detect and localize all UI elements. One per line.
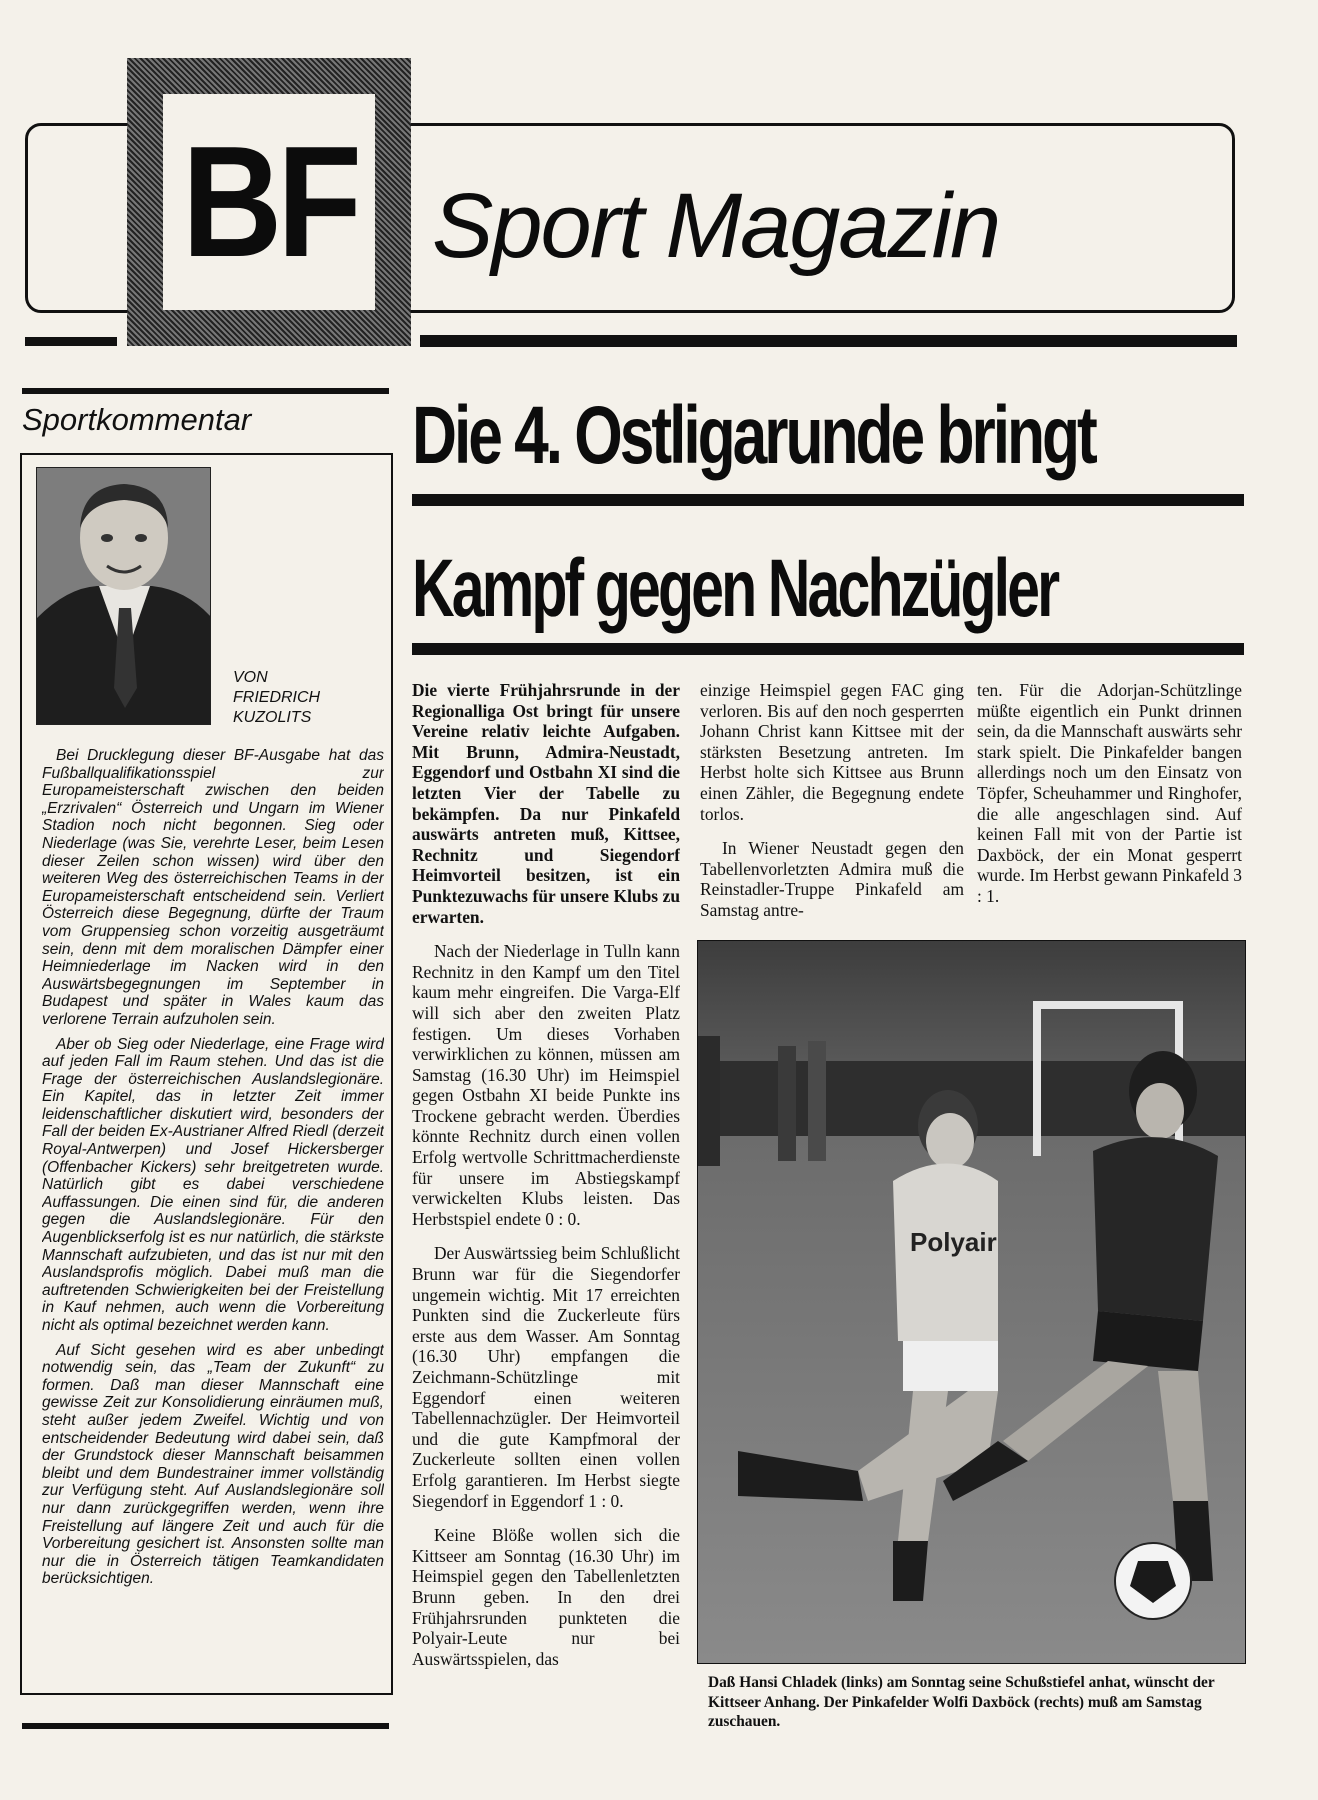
headline-line-1: Die 4. Ostligarunde bringt [412, 390, 1095, 481]
article-lead: Die vierte Frühjahrsrunde in der Regionalliga Ost bringt für unsere Vereine relativ leichte Aufgaben. Mit Brunn, Admira-Neustadt, Eggendorf und Ostbahn XI sind die letzten Vier der Tabelle zu bekämpfen. Da nur Pinkafeld auswärts antreten muß, Kittsee, Rechnitz und Siegendorf Heimvorteil besitzen, ist ein Punktezuwachs für unsere Klubs zu erwarten. [412, 680, 680, 927]
article-paragraph: In Wiener Neustadt gegen den Tabellenvorletzten Admira muß die Reinstadler-Truppe Pinkafeld am Samstag antre- [700, 838, 964, 920]
commentary-paragraph: Auf Sicht gesehen wird es aber unbedingt notwendig sein, das „Team der Zukunft“ zu formen. Daß man dieser Mannschaft eine gewisse Zeit zur Konsolidierung einräumen muß, steht außer jedem Zweifel. Wichtig und von entscheidender Bedeutung wird dabei sein, daß der Grundstock dieser Mannschaft beisammen bleibt und dem Bundestrainer immer vollständig zur Verfügung steht. Auf Auslandslegionäre soll nur dann zurückgegriffen werden, wenn ihre Freistellung auf längere Zeit und auch für die Vorbereitung gesichert ist. Ansonsten sollte man nur die in Österreich tätigen Teamkandidaten berücksichtigen. [42, 1341, 384, 1588]
jersey-text: Polyair [910, 1227, 997, 1257]
byline-lastname: KUZOLITS [233, 709, 312, 726]
author-portrait [36, 467, 211, 725]
bf-logo-inner [163, 94, 375, 310]
bf-logo-text: BF [181, 114, 357, 290]
bf-logo [127, 58, 411, 346]
bottom-rule-left [22, 1723, 389, 1729]
magazine-title: Sport Magazin [432, 175, 1000, 277]
commentary-text [42, 747, 384, 1687]
article-paragraph: Keine Blöße wollen sich die Kittseer am Sonntag (16.30 Uhr) im Heimspiel gegen den Tabellenletzten Brunn geben. In den drei Frühjahrsrunden punkteten die Polyair-Leute nur bei Auswärtsspielen, das [412, 1525, 680, 1669]
photo-caption: Daß Hansi Chladek (links) am Sonntag seine Schußstiefel anhat, wünscht der Kittseer Anhang. Der Pinkafelder Wolfi Daxböck (rechts) muß am Samstag zuschauen. [708, 1674, 1215, 1730]
article-paragraph: einzige Heimspiel gegen FAC ging verloren. Bis auf den noch gesperrten Johann Christ kann Kittsee mit der stärksten Besetzung antreten. Im Herbst holte sich Kittsee aus Brunn einen Zähler, die Begegnung endete torlos. [700, 680, 964, 824]
match-photo-image [698, 941, 1246, 1664]
article-column-3 [977, 680, 1242, 928]
masthead-rule-right [420, 335, 1237, 347]
byline-von: VON [233, 669, 268, 686]
section-label: Sportkommentar [22, 402, 252, 437]
portrait-image [37, 468, 211, 725]
section-rule [22, 388, 389, 394]
byline-firstname: FRIEDRICH [233, 689, 321, 706]
article-column-2 [700, 680, 964, 928]
article-paragraph: Nach der Niederlage in Tulln kann Rechnitz in den Kampf um den Titel kaum mehr eingreifen. Die Varga-Elf will sich aber den zweiten Platz festigen. Um dieses Vorhaben verwirklichen zu können, müssen am Samstag (16.30 Uhr) im Heimspiel gegen Ostbahn XI beide Punkte ins Trockene gebracht werden. Überdies könnte Rechnitz durch einen vollen Erfolg wertvolle Schrittmacherdienste für unsere im Abstiegskampf verwickelten Klubs leisten. Das Herbstspiel endete 0 : 0. [412, 941, 680, 1229]
byline [233, 668, 353, 728]
commentary-paragraph: Bei Drucklegung dieser BF-Ausgabe hat das Fußballqualifikationsspiel zur Europameisterschaft zwischen den beiden „Erzrivalen“ Österreich und Ungarn im Wiener Stadion noch nicht begonnen. Sieg oder Niederlage (was Sie, verehrte Leser, beim Lesen dieser Zeilen schon wissen) wird über den weiteren Weg des österreichischen Teams in der Europameisterschaft entscheidend sein. Verliert Österreich diese Begegnung, dürfte der Traum vom Gruppensieg schon vorzeitig ausgeträumt sein, denn mit dem moralischen Dämpfer einer Heimniederlage im Nacken wird in den Auswärtsbegegnungen im September in Budapest und später in Wales kaum das verlorene Terrain aufzuholen sein. [42, 747, 384, 1028]
article-paragraph: ten. Für die Adorjan-Schützlinge müßte eigentlich ein Punkt drinnen sein, da die Mannschaft auswärts sehr stark spielt. Die Pinkafelder bangen allerdings noch um den Einsatz von Töpfer, Scheuhammer und Ringhofer, die alle angeschlagen sind. Auf keinen Fall mit von der Partie ist Daxböck, der ein Monat gesperrt wurde. Im Herbst gewann Pinkafeld 3 : 1. [977, 680, 1242, 906]
headline-rule-2 [412, 643, 1244, 655]
match-photo [697, 940, 1246, 1664]
commentary-paragraph: Aber ob Sieg oder Niederlage, eine Frage wird auf jeden Fall im Raum stehen. Und das ist die Frage der österreichischen Auslandslegionäre. Ein Kapitel, das in letzter Zeit immer leidenschaftlicher diskutiert wird, besonders der Fall der beiden Ex-Austrianer Alfred Riedl (derzeit Royal-Antwerpen) und Josef Hickersberger (Offenbacher Kickers) sehr breitgetreten wurde. Natürlich gibt es dabei verschiedene Auffassungen. Die einen sind für, die anderen gegen die Auslandslegionäre. Für den Augenblickserfolg ist es nur natürlich, die stärkste Mannschaft aufzubieten, und das ist nur mit den Auslandsprofis möglich. Dabei muß man die auftretenden Schwierigkeiten bei der Freistellung in Kauf nehmen, auch wenn die Vorbereitung nicht als optimal bezeichnet werden kann. [42, 1035, 384, 1334]
article-column-1 [412, 680, 680, 1740]
headline-line-2: Kampf gegen Nachzügler [412, 543, 1058, 634]
headline-rule-1 [412, 494, 1244, 506]
masthead-rule-left [25, 337, 117, 346]
article-paragraph: Der Auswärtssieg beim Schlußlicht Brunn war für die Siegendorfer ungemein wichtig. Mit 17 erreichten Punkten sind die Zuckerleute fürs erste aus dem Wasser. Am Sonntag (16.30 Uhr) empfangen die Zeichmann-Schützlinge mit Eggendorf einen weiteren Tabellennachzügler. Der Heimvorteil und die gute Kampfmoral der Zuckerleute sollten einen vollen Erfolg garantieren. Im Herbst siegte Siegendorf in Eggendorf 1 : 0. [412, 1243, 680, 1511]
